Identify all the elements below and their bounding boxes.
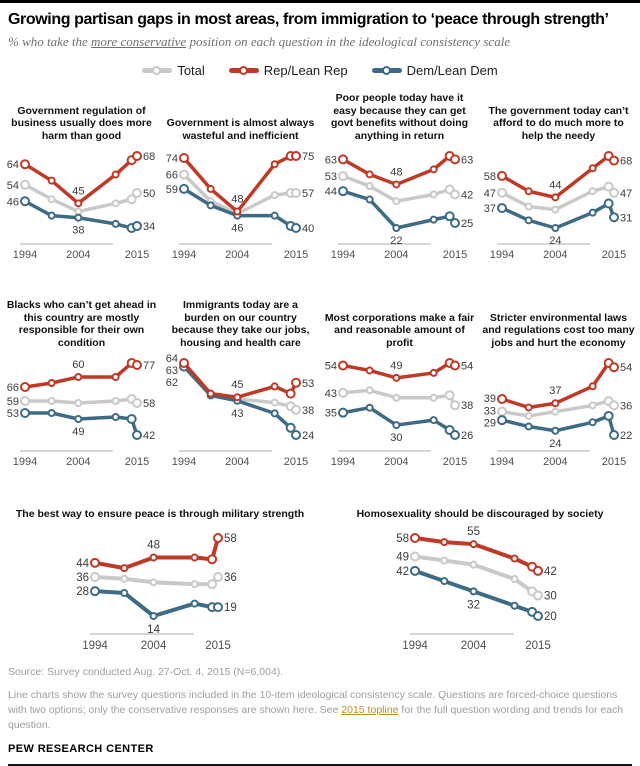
svg-text:46: 46 xyxy=(6,196,19,209)
svg-text:2004: 2004 xyxy=(66,456,91,469)
svg-text:49: 49 xyxy=(396,551,409,564)
svg-text:48: 48 xyxy=(231,193,244,206)
chart-title: Government is almost always wasteful and inefficient xyxy=(166,117,315,142)
svg-text:42: 42 xyxy=(143,430,156,443)
legend-label-dem: Dem/Lean Dem xyxy=(406,63,498,79)
svg-text:77: 77 xyxy=(143,360,156,373)
chart-title: The best way to ensure peace is through military strength xyxy=(15,507,305,520)
svg-text:57: 57 xyxy=(302,188,315,201)
svg-text:35: 35 xyxy=(324,408,337,421)
subtitle-suffix: position on each question in the ideological consistency scale xyxy=(186,34,511,50)
svg-text:40: 40 xyxy=(302,223,315,236)
environment-laws-svg xyxy=(481,351,636,473)
chart-corporate-profit xyxy=(320,295,479,478)
chart-title: Stricter environmental laws and regulations cost too many jobs and hurt the economy xyxy=(482,311,635,349)
svg-text:75: 75 xyxy=(302,151,315,164)
source-note: Source: Survey conducted Aug. 27-Oct. 4, 2015 (N=6,004). xyxy=(8,666,284,679)
topline-link[interactable]: 2015 topline xyxy=(341,703,399,716)
svg-text:1994: 1994 xyxy=(489,249,515,262)
chart-gov-regulation xyxy=(2,88,161,271)
svg-text:55: 55 xyxy=(467,526,480,539)
brand-wordmark: PEW RESEARCH CENTER xyxy=(8,743,154,756)
legend-marker-icon xyxy=(152,66,161,75)
page-subtitle xyxy=(8,34,632,50)
svg-text:50: 50 xyxy=(143,188,156,201)
chart-row-3 xyxy=(0,504,640,665)
svg-text:33: 33 xyxy=(483,405,496,418)
svg-text:22: 22 xyxy=(620,430,633,443)
svg-text:59: 59 xyxy=(165,184,178,197)
svg-text:1994: 1994 xyxy=(330,249,356,262)
svg-text:2015: 2015 xyxy=(442,456,468,469)
svg-text:43: 43 xyxy=(324,388,337,401)
chart-plot xyxy=(481,144,636,271)
svg-text:68: 68 xyxy=(620,155,633,168)
svg-text:2015: 2015 xyxy=(124,249,150,262)
chart-plot xyxy=(481,351,636,478)
poor-people-svg xyxy=(322,144,477,266)
svg-text:44: 44 xyxy=(76,558,89,571)
svg-text:32: 32 xyxy=(467,599,480,612)
svg-text:64: 64 xyxy=(165,353,178,366)
svg-text:20: 20 xyxy=(544,611,557,624)
svg-text:2015: 2015 xyxy=(124,456,150,469)
subtitle-prefix: % who take the xyxy=(8,34,92,50)
legend-marker-icon xyxy=(239,66,248,75)
chart-title: Most corporations make a fair and reasonable amount of profit xyxy=(324,311,475,349)
blacks-condition-svg xyxy=(4,351,159,473)
note-text-before: Line charts show the survey questions included in the 10-item ideological consistency scale. Questions are forced-choice questions with two options; only the conservative responses are shown here. See xyxy=(8,688,618,716)
methodology-note xyxy=(8,688,632,734)
svg-text:45: 45 xyxy=(231,379,244,392)
svg-text:49: 49 xyxy=(72,426,85,439)
svg-text:62: 62 xyxy=(165,377,178,390)
svg-text:38: 38 xyxy=(72,225,85,238)
svg-text:38: 38 xyxy=(302,405,315,418)
gov-regulation-svg xyxy=(4,144,159,266)
svg-text:2004: 2004 xyxy=(225,249,250,262)
svg-text:58: 58 xyxy=(396,533,409,546)
svg-text:46: 46 xyxy=(231,223,244,236)
svg-text:37: 37 xyxy=(483,203,496,216)
svg-text:48: 48 xyxy=(147,539,160,552)
svg-text:66: 66 xyxy=(165,169,178,182)
svg-text:2015: 2015 xyxy=(525,640,551,653)
chart-immigrants-burden xyxy=(161,295,320,478)
svg-text:2015: 2015 xyxy=(442,249,468,262)
svg-text:1994: 1994 xyxy=(12,456,38,469)
svg-text:36: 36 xyxy=(224,572,237,585)
legend-label-rep: Rep/Lean Rep xyxy=(263,63,348,79)
legend-label-total: Total xyxy=(177,63,205,79)
svg-text:42: 42 xyxy=(544,566,557,579)
svg-text:2004: 2004 xyxy=(66,249,91,262)
svg-text:53: 53 xyxy=(324,171,337,184)
svg-text:39: 39 xyxy=(483,393,496,406)
svg-text:24: 24 xyxy=(302,430,315,443)
svg-text:54: 54 xyxy=(461,360,474,373)
svg-text:2015: 2015 xyxy=(601,249,627,262)
note-text-after: for the full question wording and trends for each question. xyxy=(8,703,624,732)
svg-text:22: 22 xyxy=(390,235,403,248)
svg-text:2015: 2015 xyxy=(283,249,309,262)
chart-plot xyxy=(322,351,477,478)
chart-title: Poor people today have it easy because they can get govt benefits without doing anything in return xyxy=(330,92,469,142)
chart-environment-laws xyxy=(479,295,638,478)
chart-title: Homosexuality should be discouraged by society xyxy=(356,507,604,520)
chart-plot xyxy=(0,522,320,665)
corporate-profit-svg xyxy=(322,351,477,473)
svg-text:42: 42 xyxy=(461,189,474,202)
immigrants-burden-svg xyxy=(163,351,318,473)
chart-title: Government regulation of business usually does more harm than good xyxy=(11,104,152,142)
svg-text:64: 64 xyxy=(6,159,19,172)
svg-text:63: 63 xyxy=(461,154,474,167)
chart-title: The government today can’t afford to do much more to help the needy xyxy=(488,104,629,142)
svg-text:44: 44 xyxy=(549,179,562,192)
svg-text:66: 66 xyxy=(6,382,19,395)
svg-text:2004: 2004 xyxy=(384,456,409,469)
svg-text:1994: 1994 xyxy=(171,249,197,262)
svg-text:58: 58 xyxy=(143,398,156,411)
svg-text:74: 74 xyxy=(165,153,178,166)
legend-item-total xyxy=(142,63,204,78)
header xyxy=(0,3,640,50)
svg-text:68: 68 xyxy=(143,151,156,164)
legend-marker-icon xyxy=(382,66,391,75)
chart-plot xyxy=(322,144,477,271)
svg-text:58: 58 xyxy=(483,171,496,184)
svg-text:28: 28 xyxy=(76,586,89,599)
svg-text:63: 63 xyxy=(165,365,178,378)
svg-text:1994: 1994 xyxy=(12,249,38,262)
svg-text:48: 48 xyxy=(390,166,403,179)
footer xyxy=(0,665,640,766)
svg-text:59: 59 xyxy=(6,396,19,409)
legend-line-swatch-dem xyxy=(372,68,402,73)
svg-text:54: 54 xyxy=(6,180,19,193)
chart-plot xyxy=(4,351,159,478)
svg-text:30: 30 xyxy=(544,590,557,603)
chart-row-1 xyxy=(0,88,640,271)
gov-wasteful-svg xyxy=(163,144,318,266)
chart-title: Blacks who can’t get ahead in this country are mostly responsible for their own condition xyxy=(6,299,157,349)
chart-peace-strength xyxy=(0,504,320,665)
svg-text:1994: 1994 xyxy=(402,640,428,653)
svg-text:25: 25 xyxy=(461,218,474,231)
chart-poor-people xyxy=(320,88,479,271)
svg-text:2004: 2004 xyxy=(543,456,568,469)
chart-plot xyxy=(4,144,159,271)
chart-blacks-condition xyxy=(2,295,161,478)
svg-text:24: 24 xyxy=(549,438,562,451)
chart-title: Immigrants today are a burden on our country because they take our jobs, housing and health care xyxy=(171,299,310,349)
chart-plot xyxy=(163,351,318,478)
svg-text:14: 14 xyxy=(147,624,160,637)
svg-text:38: 38 xyxy=(461,400,474,413)
svg-text:2015: 2015 xyxy=(205,640,231,653)
legend xyxy=(0,63,640,78)
svg-text:58: 58 xyxy=(224,533,237,546)
legend-item-rep xyxy=(229,63,348,78)
chart-help-needy xyxy=(479,88,638,271)
page-title: Growing partisan gaps in most areas, from immigration to ‘peace through strength’ xyxy=(8,11,609,28)
legend-line-swatch-total xyxy=(142,68,172,73)
help-needy-svg xyxy=(481,144,636,266)
svg-text:2004: 2004 xyxy=(543,249,568,262)
svg-text:53: 53 xyxy=(6,408,19,421)
svg-text:1994: 1994 xyxy=(82,640,108,653)
svg-text:63: 63 xyxy=(324,154,337,167)
svg-text:1994: 1994 xyxy=(330,456,356,469)
svg-text:47: 47 xyxy=(483,188,496,201)
svg-text:30: 30 xyxy=(390,432,403,445)
svg-text:53: 53 xyxy=(302,378,315,391)
svg-text:45: 45 xyxy=(72,185,85,198)
svg-text:54: 54 xyxy=(620,362,633,375)
svg-text:36: 36 xyxy=(620,400,633,413)
chart-plot xyxy=(320,522,640,665)
svg-text:54: 54 xyxy=(324,360,337,373)
legend-line-swatch-rep xyxy=(229,68,259,73)
chart-homosexuality xyxy=(320,504,640,665)
svg-text:2015: 2015 xyxy=(601,456,627,469)
subtitle-underlined: more conservative xyxy=(91,34,187,50)
chart-gov-wasteful xyxy=(161,88,320,271)
svg-text:2004: 2004 xyxy=(384,249,409,262)
svg-text:43: 43 xyxy=(231,408,244,421)
svg-text:19: 19 xyxy=(224,602,237,615)
svg-text:36: 36 xyxy=(76,572,89,585)
svg-text:1994: 1994 xyxy=(171,456,197,469)
svg-text:47: 47 xyxy=(620,188,633,201)
svg-text:60: 60 xyxy=(72,359,85,372)
svg-text:37: 37 xyxy=(549,385,562,398)
svg-text:44: 44 xyxy=(324,186,337,199)
peace-strength-svg xyxy=(0,522,320,660)
chart-row-2 xyxy=(0,295,640,478)
svg-text:42: 42 xyxy=(396,566,409,579)
legend-item-dem xyxy=(372,63,498,78)
svg-text:2015: 2015 xyxy=(283,456,309,469)
svg-text:26: 26 xyxy=(461,430,474,443)
homosexuality-svg xyxy=(320,522,640,660)
svg-text:49: 49 xyxy=(390,360,403,373)
svg-text:2004: 2004 xyxy=(140,640,167,653)
svg-text:2004: 2004 xyxy=(460,640,487,653)
svg-text:1994: 1994 xyxy=(489,456,515,469)
svg-text:29: 29 xyxy=(483,417,496,430)
svg-text:31: 31 xyxy=(620,212,633,225)
svg-text:24: 24 xyxy=(549,235,562,248)
svg-text:2004: 2004 xyxy=(225,456,250,469)
svg-text:34: 34 xyxy=(143,221,156,234)
chart-plot xyxy=(163,144,318,271)
